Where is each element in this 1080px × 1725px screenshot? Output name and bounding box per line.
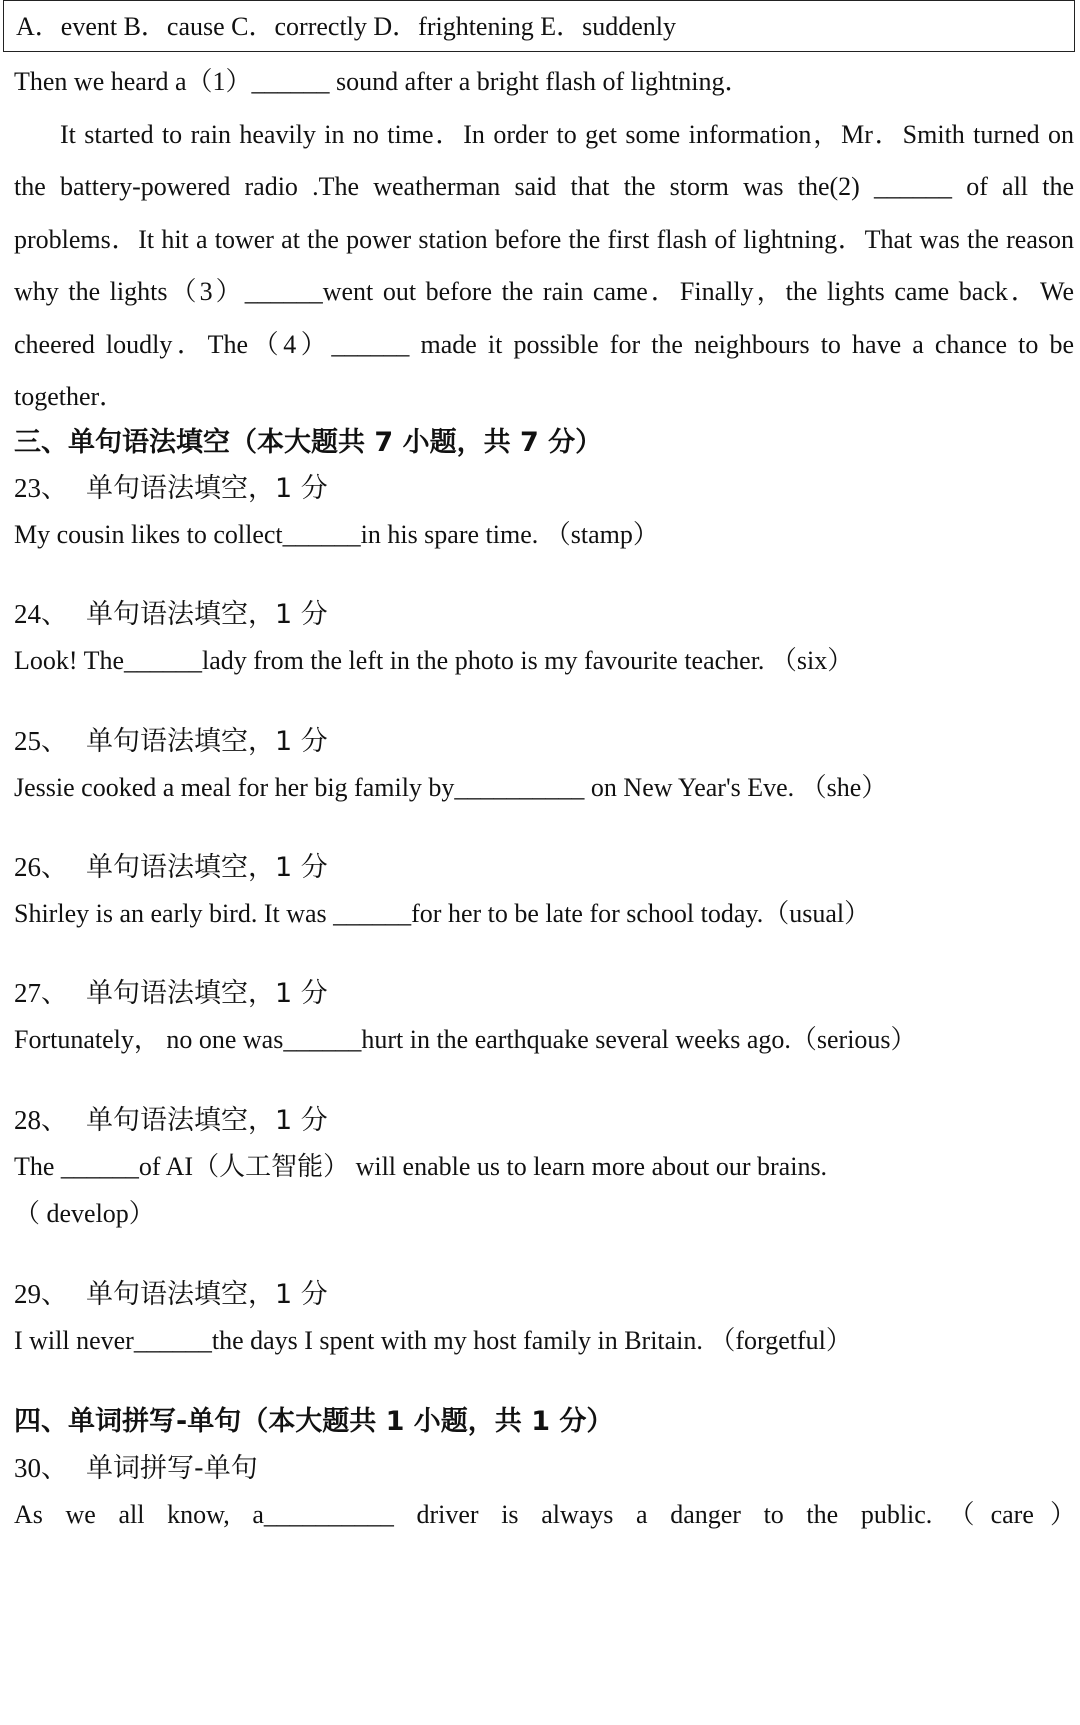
question-number: 27、 (14, 978, 68, 1008)
question-24-header (14, 592, 328, 631)
question-type: 单句语法填空， (86, 473, 275, 504)
question-number: 25、 (14, 726, 68, 756)
question-score: 1 分 (275, 978, 328, 1009)
question-number: 30、 (14, 1453, 68, 1483)
question-number: 24、 (14, 599, 68, 629)
question-28-text: The ______of AI（人工智能） will enable us to learn more about our brains. (14, 1152, 828, 1181)
question-score: 1 分 (275, 1279, 328, 1310)
section-3-heading: 三、单句语法填空（本大题共 7 小题，共 7 分） (14, 427, 603, 458)
question-type: 单句语法填空， (86, 978, 275, 1009)
question-number: 26、 (14, 852, 68, 882)
question-28-hint: （ develop） (14, 1199, 155, 1228)
question-type: 单句语法填空， (86, 599, 275, 630)
question-type: 单句语法填空， (86, 1105, 275, 1136)
question-26-text: Shirley is an early bird. It was ______for her to be late for school today.（usual） (14, 899, 871, 928)
question-score: 1 分 (275, 473, 328, 504)
question-28-header (14, 1098, 328, 1137)
question-27-text: Fortunately， no one was______hurt in the earthquake several weeks ago.（serious） (14, 1025, 917, 1054)
question-25-text: Jessie cooked a meal for her big family by__________ on New Year's Eve. （she） (14, 773, 888, 802)
cloze-passage (14, 56, 1074, 424)
word-bank-box: A．event B．cause C．correctly D．frightening E．suddenly (3, 0, 1075, 52)
question-25-header (14, 719, 328, 758)
question-score: 1 分 (275, 1105, 328, 1136)
question-score: 1 分 (275, 726, 328, 757)
passage-line-1: Then we heard a（1）______ sound after a bright flash of lightning． (14, 67, 751, 96)
question-27-header (14, 971, 328, 1010)
question-score: 1 分 (275, 852, 328, 883)
question-29-header (14, 1272, 328, 1311)
question-number: 28、 (14, 1105, 68, 1135)
question-23-header (14, 466, 328, 505)
question-30-header (14, 1446, 258, 1485)
question-score: 1 分 (275, 599, 328, 630)
question-30-text: As we all know, a__________ driver is always a danger to the public.（care） (14, 1500, 1076, 1529)
question-24-text: Look! The______lady from the left in the photo is my favourite teacher. （six） (14, 646, 854, 675)
question-23-text: My cousin likes to collect______in his spare time. （stamp） (14, 520, 659, 549)
question-type: 单句语法填空， (86, 1279, 275, 1310)
question-type: 单词拼写-单句 (86, 1453, 258, 1484)
question-29-text: I will never______the days I spent with my host family in Britain. （forgetful） (14, 1326, 852, 1355)
question-type: 单句语法填空， (86, 726, 275, 757)
question-number: 29、 (14, 1279, 68, 1309)
question-26-header (14, 845, 328, 884)
question-type: 单句语法填空， (86, 852, 275, 883)
question-number: 23、 (14, 473, 68, 503)
passage-paragraph-2: It started to rain heavily in no time．In order to get some information，Mr．Smith turned on the battery-powered radio .The weatherman said that the storm was the(2) ______ of all the problems．It hit a tower at the power station before the first flash of lightning．That was the reason why the lights（3）______went out before the rain came．Finally，the lights came back．We cheered loudly．The（4）______ made it possible for the neighbours to have a chance to be together． (14, 119, 1074, 411)
section-4-heading: 四、单词拼写-单句（本大题共 1 小题，共 1 分） (14, 1406, 614, 1437)
